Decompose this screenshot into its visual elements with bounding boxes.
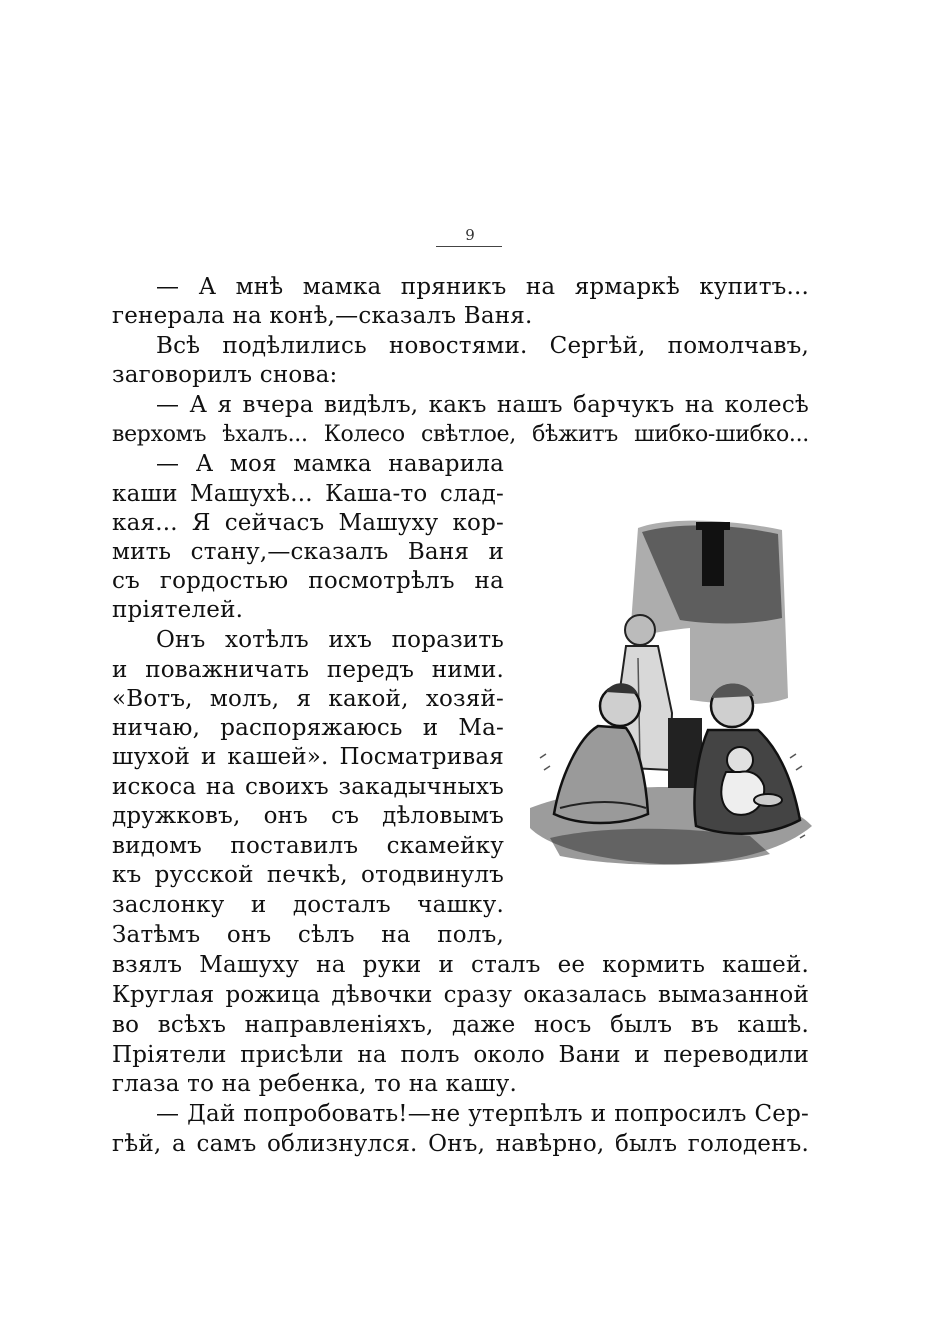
text-line: взялъ Машуху на руки и сталъ ее кормить кашей. xyxy=(112,952,809,978)
text-line: гѣй, а самъ облизнулся. Онъ, навѣрно, былъ голоденъ. xyxy=(112,1131,809,1157)
page-number: 9 xyxy=(465,226,475,244)
text-line: съ гордостью посмотрѣлъ на xyxy=(112,568,504,594)
text-line: пріятелей. xyxy=(112,597,244,623)
text-line: дружковъ, онъ съ дѣловымъ xyxy=(112,803,504,829)
text-line: генерала на конѣ,—сказалъ Ваня. xyxy=(112,303,533,329)
text-line: во всѣхъ направленіяхъ, даже носъ былъ въ кашѣ. xyxy=(112,1012,809,1038)
text-line: Круглая рожица дѣвочки сразу оказалась вымазанной xyxy=(112,982,809,1008)
text-line: шухой и кашей». Посматривая xyxy=(112,744,504,770)
text-line: Пріятели присѣли на полъ около Вани и переводили xyxy=(112,1042,809,1068)
text-line: верхомъ ѣхалъ... Колесо свѣтлое, бѣжитъ шибко-шибко... xyxy=(112,422,809,447)
text-line: заговорилъ снова: xyxy=(112,362,338,388)
children-illustration xyxy=(520,508,820,878)
text-line: Затѣмъ онъ сѣлъ на полъ, xyxy=(112,922,504,948)
text-line: — А я вчера видѣлъ, какъ нашъ барчукъ на колесѣ xyxy=(156,392,809,418)
text-line: къ русской печкѣ, отодвинулъ xyxy=(112,862,504,888)
text-line: — А моя мамка наварила xyxy=(156,451,504,477)
text-line: каши Машухѣ... Каша-то слад- xyxy=(112,481,504,507)
text-line: Онъ хотѣлъ ихъ поразить xyxy=(156,627,504,653)
text-line: видомъ поставилъ скамейку xyxy=(112,833,504,859)
text-line: искоса на своихъ закадычныхъ xyxy=(112,774,504,800)
text-line: — Дай попробовать!—не утерпѣлъ и попросилъ Сер- xyxy=(156,1101,809,1127)
text-line: заслонку и досталъ чашку. xyxy=(112,892,504,918)
text-line: и поважничать передъ ними. xyxy=(112,657,504,683)
text-line: Всѣ подѣлились новостями. Сергѣй, помолчавъ, xyxy=(156,333,809,359)
text-line: кая... Я сейчасъ Машуху кор- xyxy=(112,510,504,536)
text-line: — А мнѣ мамка пряникъ на ярмаркѣ купитъ... xyxy=(156,274,809,300)
text-line: ничаю, распоряжаюсь и Ма- xyxy=(112,715,504,741)
text-line: глаза то на ребенка, то на кашу. xyxy=(112,1071,517,1097)
text-line: мить стану,—сказалъ Ваня и xyxy=(112,539,504,565)
page-number-rule xyxy=(436,246,502,247)
text-line: «Вотъ, молъ, я какой, хозяй- xyxy=(112,686,504,712)
